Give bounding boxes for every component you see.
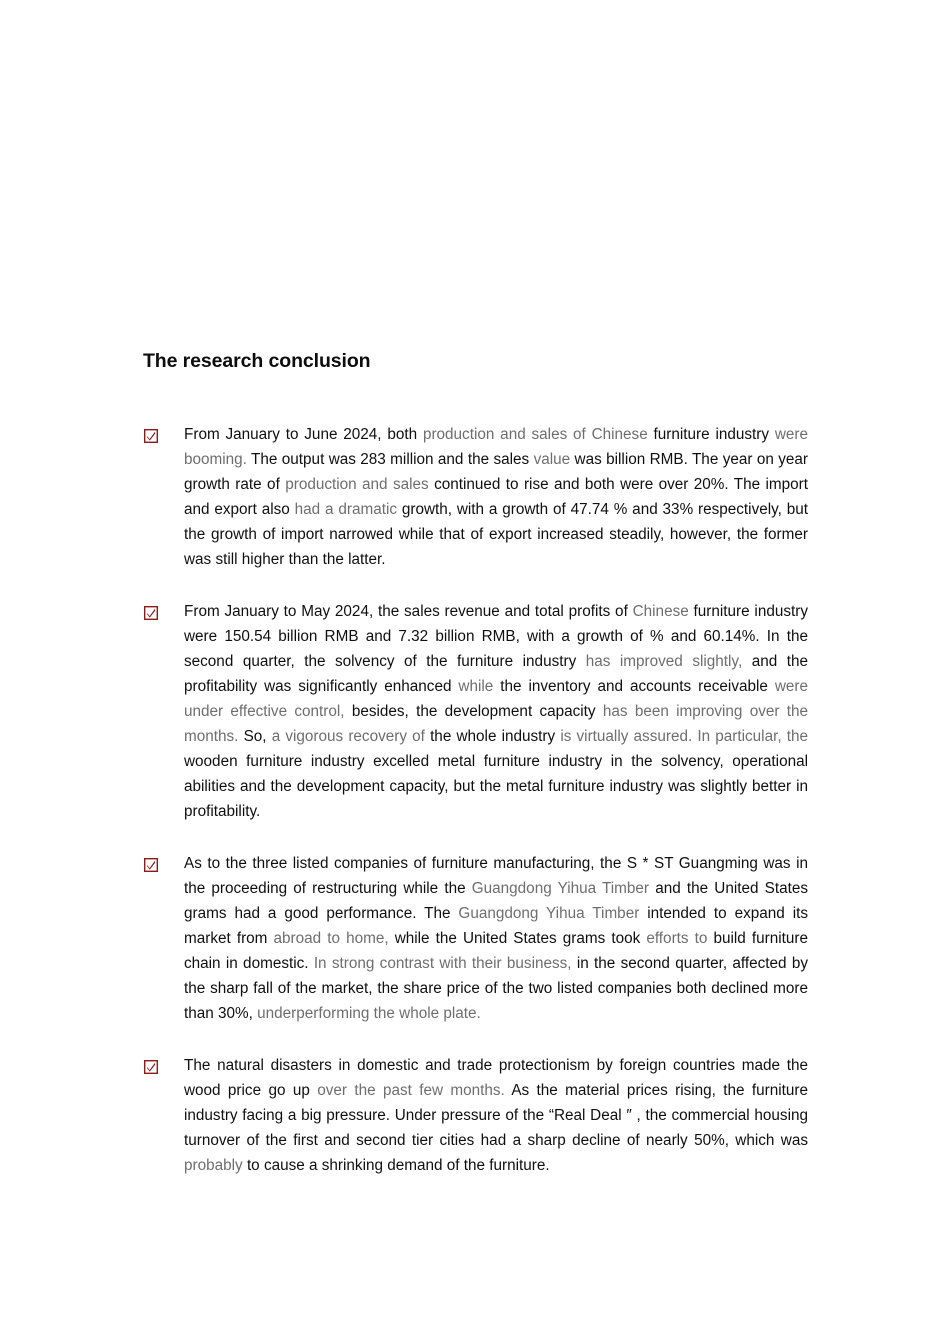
text-run-muted: abroad to home, [273, 930, 395, 947]
text-run-muted: were under effective control, [184, 678, 809, 720]
text-run: growth, with a growth of 47.74 % and 33% respectively, but the growth of import narrowed while that of export increased steadily, however, the former was still higher than the latter. [184, 501, 808, 568]
text-run: From January to May 2024, the sales revenue and total profits of [184, 603, 633, 620]
text-run: while the United States grams took [394, 930, 647, 947]
text-run-muted: production and sales of Chinese [422, 426, 654, 443]
text-run-muted: were booming. [184, 426, 808, 468]
text-run-muted: a vigorous recovery of [271, 728, 431, 745]
text-run: wooden furniture industry excelled metal furniture industry in the solvency, operational abilities and the development capacity, but the metal furniture industry was slightly better in profitability. [184, 753, 808, 820]
text-run-muted: has improved slightly, [585, 653, 752, 670]
checked-box-icon [144, 429, 158, 443]
text-run: and the profitability was significantly enhanced [184, 653, 808, 695]
list-item [143, 1053, 808, 1178]
text-run: the inventory and accounts receivable [500, 678, 775, 695]
text-run: besides, the development capacity [351, 703, 603, 720]
text-run-muted: is virtually assured. In particular, the [560, 728, 809, 745]
bullet-list [143, 422, 808, 1178]
text-run-muted: In strong contrast with their business, [313, 955, 577, 972]
text-run-muted: Guangdong Yihua Timber [458, 905, 648, 922]
list-item [143, 599, 808, 824]
text-run-muted: efforts to [646, 930, 714, 947]
checked-box-icon [144, 858, 158, 872]
page-title: The research conclusion [143, 350, 371, 373]
text-run: furniture industry were 150.54 billion RMB and 7.32 billion RMB, with a growth of % and 60.14%. In the second quarter, the solvency of the furniture industry [184, 603, 808, 670]
list-item [143, 851, 808, 1026]
text-run: The output was 283 million and the sales [251, 451, 534, 468]
text-run: and the United States grams had a good performance. The [184, 880, 808, 922]
text-run-muted: value [533, 451, 575, 468]
text-run: As to the three listed companies of furniture manufacturing, the S * ST Guangming was in the proceeding of restructuring while the [184, 855, 808, 897]
text-run-muted: had a dramatic [294, 501, 402, 518]
checked-box-icon [144, 606, 158, 620]
text-run: furniture industry [653, 426, 775, 443]
text-run-muted: probably [184, 1157, 247, 1174]
text-run: The natural disasters in domestic and trade protectionism by foreign countries made the wood price go up [184, 1057, 808, 1099]
text-run: in the second quarter, affected by the sharp fall of the market, the share price of the two listed companies both declined more than 30%, [184, 955, 808, 1022]
checked-box-icon [144, 1060, 158, 1074]
text-run-muted: has been improving over the months. [184, 703, 809, 745]
text-run: build furniture chain in domestic. [184, 930, 809, 972]
text-run: As the material prices rising, the furniture industry facing a big pressure. Under pressure of the “Real Deal ″ , the commercial housing turnover of the first and second tier cities had a sharp decline of nearly 50%, which was [184, 1082, 809, 1149]
paragraph-text [184, 1053, 808, 1178]
text-run-muted: Guangdong Yihua Timber [471, 880, 656, 897]
text-run: was billion RMB. The year on year growth rate of [184, 451, 808, 493]
paragraph-text [184, 422, 808, 572]
text-run-muted: Chinese [632, 603, 694, 620]
text-run: to cause a shrinking demand of the furniture. [246, 1157, 550, 1174]
text-run-muted: underperforming the whole plate. [257, 1005, 481, 1022]
paragraph-text [184, 851, 808, 1026]
text-run-muted: while [458, 678, 501, 695]
text-run: the whole industry [430, 728, 561, 745]
text-run-muted: over the past few months. [317, 1082, 512, 1099]
list-item [143, 422, 808, 572]
text-run: continued to rise and both were over 20%. The import and export also [184, 476, 809, 518]
text-run: So, [243, 728, 272, 745]
paragraph-text [184, 599, 808, 824]
text-run: intended to expand its market from [184, 905, 808, 947]
text-run: From January to June 2024, both [184, 426, 423, 443]
text-run-muted: production and sales [285, 476, 435, 493]
